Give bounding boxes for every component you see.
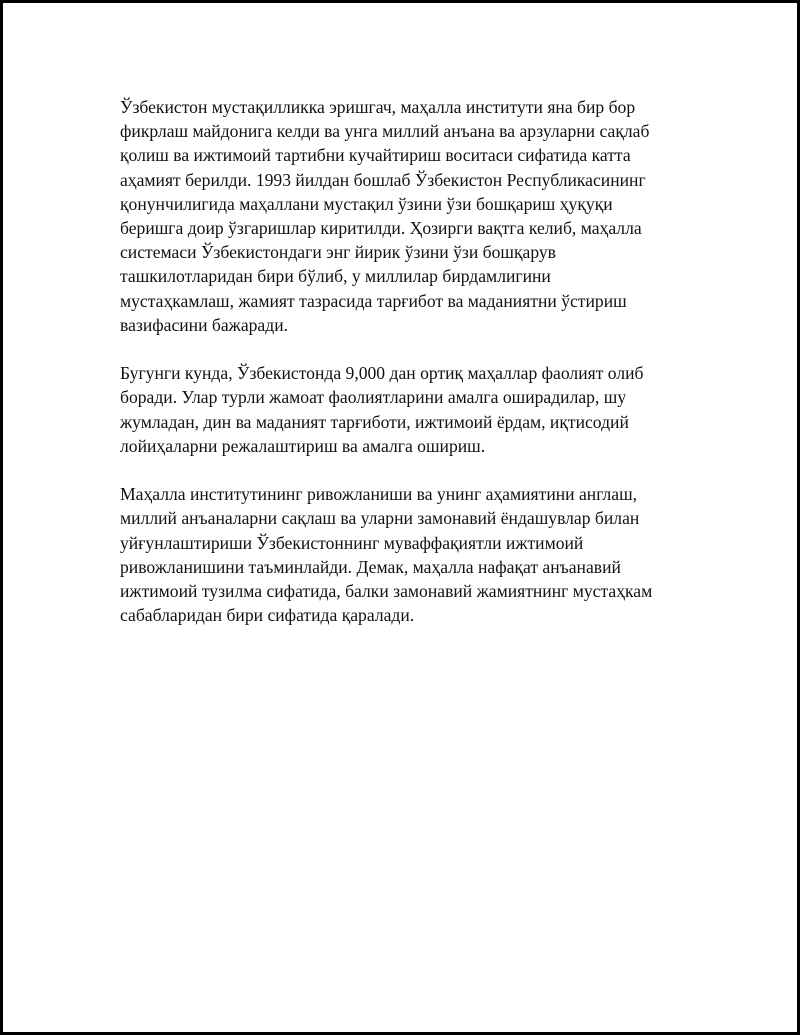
text-line: Ўзбекистон мустақилликка эришгач, маҳалла институти яна бир бор xyxy=(120,97,636,117)
text-line: сабабларидан бири сифатида қаралади. xyxy=(120,605,415,626)
text-line: вазифасини бажаради. xyxy=(120,314,289,335)
text-line: Маҳалла институтининг ривожланиши ва унинг аҳамиятини англаш, xyxy=(120,484,638,505)
text-line: уйғунлаштириши Ўзбекистоннинг муваффақиятли ижтимоий xyxy=(120,532,584,553)
text-line: аҳамият берилди. 1993 йилдан бошлаб Ўзбекистон Республикасининг xyxy=(120,169,646,190)
text-line: системаси Ўзбекистондаги энг йирик ўзини ўзи бошқарув xyxy=(120,242,556,263)
text-line: боради. Улар турли жамоат фаолиятларини амалга оширадилар, шу xyxy=(120,387,627,408)
text-line: мустаҳкамлаш, жамият тазрасида тарғибот ва маданиятни ўстириш xyxy=(120,290,627,311)
text-line: миллий анъаналарни сақлаш ва уларни замонавий ёндашувлар билан xyxy=(120,508,640,529)
text-line: қонунчилигида маҳаллани мустақил ўзини ўзи бошқариш ҳуқуқи xyxy=(120,193,613,214)
text-line: жумладан, дин ва маданият тарғиботи, ижтимоий ёрдам, иқтисодий xyxy=(120,411,629,432)
paragraph-3 xyxy=(120,482,700,627)
text-line: қолиш ва ижтимоий тартибни кучайтириш воситаси сифатида катта xyxy=(120,145,631,166)
text-line: ташкилотларидан бири бўлиб, у миллилар бирдамлигини xyxy=(120,266,551,287)
document-body xyxy=(120,95,700,652)
text-line: ривожланишини таъминлайди. Демак, маҳалла нафақат анъанавий xyxy=(120,556,621,577)
text-line: Бугунги кунда, Ўзбекистонда 9,000 дан ортиқ маҳаллар фаолият олиб xyxy=(120,363,644,384)
text-line: фикрлаш майдонига келди ва унга миллий анъана ва арзуларни сақлаб xyxy=(120,121,650,142)
text-line: лойиҳаларни режалаштириш ва амалга ошириш. xyxy=(120,435,486,456)
paragraph-2 xyxy=(120,361,700,458)
text-line: беришга доир ўзгаришлар киритилди. Ҳозирги вақтга келиб, маҳалла xyxy=(120,218,642,239)
text-line: ижтимоий тузилма сифатида, балки замонавий жамиятнинг мустаҳкам xyxy=(120,581,653,602)
paragraph-1 xyxy=(120,95,700,337)
